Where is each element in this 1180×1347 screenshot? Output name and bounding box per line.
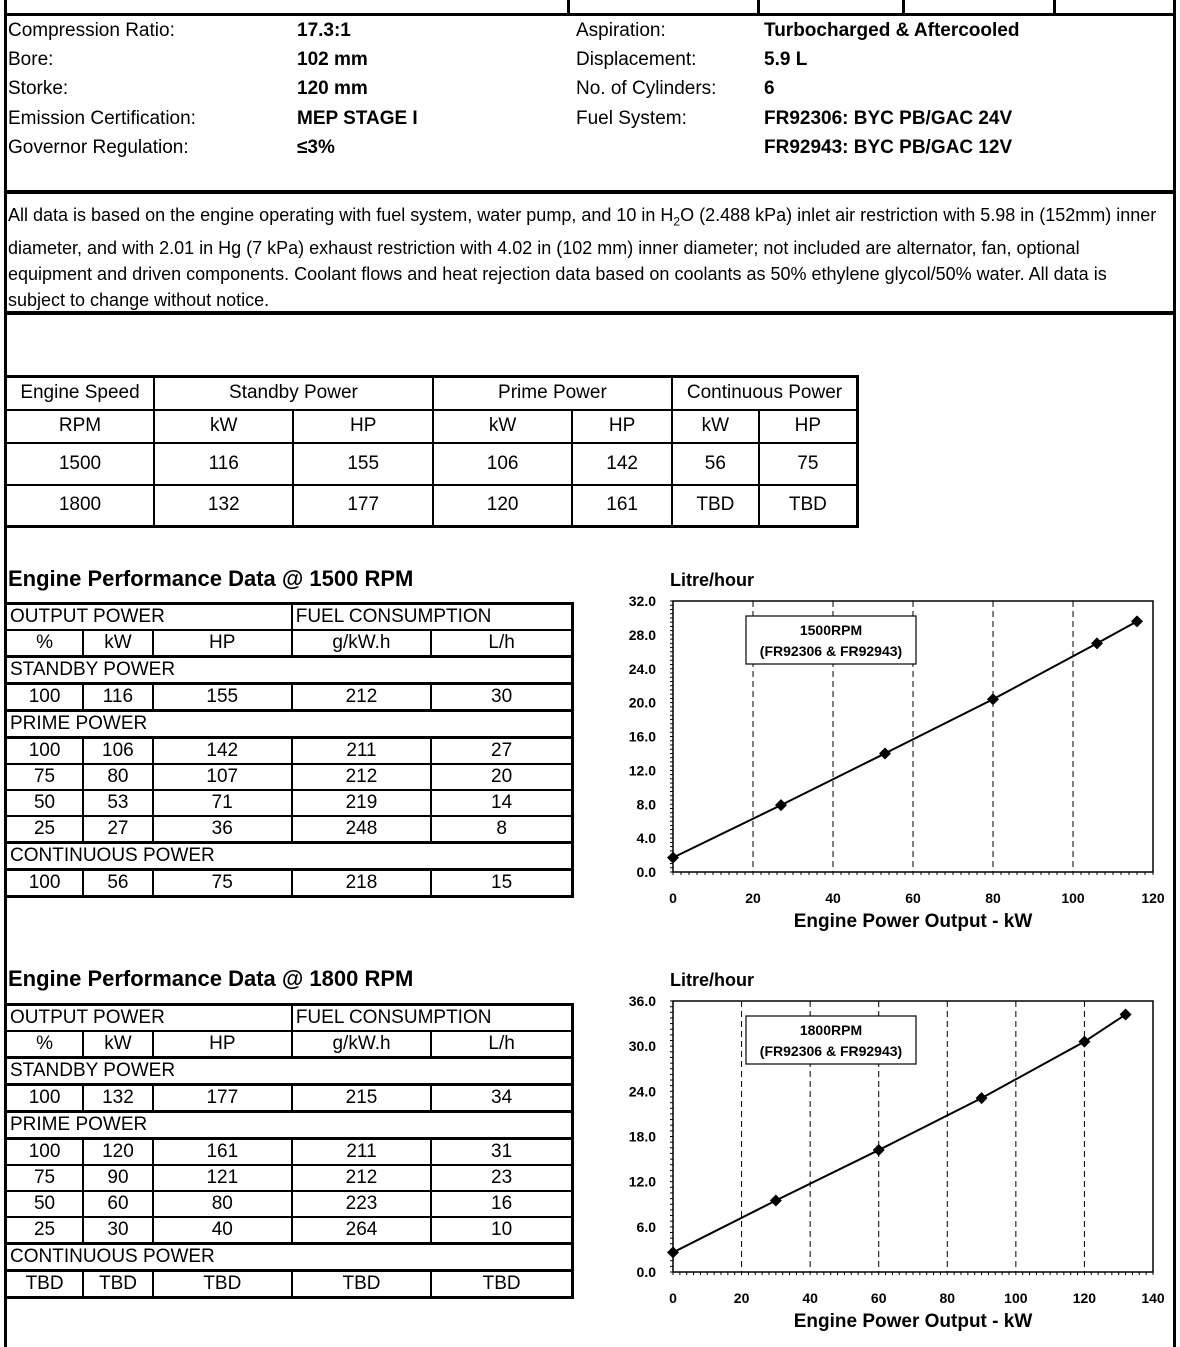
table-cell: 15 <box>431 870 572 897</box>
table-cell: 100 <box>6 738 84 765</box>
cylinders-label: No. of Cylinders: <box>576 78 717 99</box>
table-row <box>6 485 858 527</box>
table-cell: 121 <box>153 1165 292 1191</box>
perf-1800-heading: Engine Performance Data @ 1800 RPM <box>8 966 414 991</box>
table-cell: 8 <box>431 816 572 843</box>
table-cell: 116 <box>83 684 153 711</box>
header-continuous-power: Continuous Power <box>672 377 858 410</box>
y-axis-label: Litre/hour <box>670 970 754 990</box>
y-tick-label: 16.0 <box>628 728 656 745</box>
table-cell: 23 <box>431 1165 572 1191</box>
table-row <box>6 443 858 485</box>
subheader-cell: HP <box>153 630 292 657</box>
power-rating-table <box>4 375 859 528</box>
top-rule <box>4 13 1176 16</box>
x-axis-label: Engine Power Output - kW <box>793 911 1033 932</box>
x-tick-label: 120 <box>1141 890 1165 906</box>
data-point <box>987 693 999 705</box>
subheader-cell: L/h <box>431 630 572 657</box>
prime-power-label: PRIME POWER <box>6 711 573 738</box>
x-axis-label: Engine Power Output - kW <box>793 1311 1033 1332</box>
table-cell: 106 <box>83 738 153 765</box>
data-note <box>8 202 1168 313</box>
table-row <box>6 870 573 897</box>
fuel-system-label: Fuel System: <box>576 108 687 129</box>
table-cell: TBD <box>431 1271 572 1298</box>
subheader-cell: HP <box>572 410 672 443</box>
table-cell: TBD <box>292 1271 431 1298</box>
table-cell: 120 <box>433 485 572 527</box>
bore-label: Bore: <box>8 49 54 70</box>
y-tick-label: 18.0 <box>628 1128 656 1145</box>
table-cell: 212 <box>292 684 431 711</box>
y-tick-label: 32.0 <box>628 593 656 609</box>
data-point <box>1078 1036 1090 1048</box>
subheader-cell: kW <box>433 410 572 443</box>
note-text-part2: O (2.488 kPa) inlet air restriction with 5.98 in (152mm) inner diameter, and with 2.01 in Hg (7 kPa) exhaust restriction with 4.02 in (102 mm) inner diameter; not included are alternator, fan, optional equipment and driven components. Coolant flows and heat rejection data based on coolants as 50% ethylene glycol/50% water. All data is subject to change without notice. <box>8 205 1157 310</box>
table-cell: 34 <box>431 1085 572 1112</box>
stroke-value: 120 mm <box>297 78 368 99</box>
data-point <box>1091 637 1103 649</box>
table-cell: 107 <box>153 764 292 790</box>
table-cell: 71 <box>153 790 292 816</box>
note-text-part1: All data is based on the engine operating with fuel system, water pump, and 10 in H <box>8 205 674 225</box>
table-cell: 75 <box>6 764 84 790</box>
compression-ratio-value: 17.3:1 <box>297 20 351 41</box>
table-row <box>6 1165 573 1191</box>
data-point <box>770 1194 782 1206</box>
table-cell: 212 <box>292 764 431 790</box>
table-cell: 100 <box>6 684 84 711</box>
legend-title: 1500RPM <box>799 622 863 638</box>
data-point <box>667 852 679 864</box>
standby-power-label: STANDBY POWER <box>6 1058 573 1085</box>
displacement-label: Displacement: <box>576 49 697 70</box>
standby-power-label: STANDBY POWER <box>6 657 573 684</box>
displacement-value: 5.9 L <box>764 49 808 70</box>
subheader-cell: g/kW.h <box>292 1031 431 1058</box>
table-cell: 31 <box>431 1139 572 1166</box>
table-cell: 56 <box>83 870 153 897</box>
legend-subtitle: (FR92306 & FR92943) <box>759 643 903 659</box>
header-prime-power: Prime Power <box>433 377 672 410</box>
header-divider <box>902 0 905 16</box>
table-row <box>6 1085 573 1112</box>
aspiration-value: Turbocharged & Aftercooled <box>764 20 1020 41</box>
x-tick-label: 80 <box>939 1290 956 1306</box>
table-cell: 1500 <box>6 443 155 485</box>
cylinders-value: 6 <box>764 78 775 99</box>
table-row <box>6 1191 573 1217</box>
table-cell: 142 <box>153 738 292 765</box>
table-cell: TBD <box>672 485 759 527</box>
table-cell: 161 <box>153 1139 292 1166</box>
y-tick-label: 24.0 <box>628 1083 656 1100</box>
perf-1800-table <box>4 1003 574 1299</box>
fuel-chart-1800 <box>600 960 1176 1340</box>
fuel-chart-1500 <box>600 560 1176 940</box>
data-point <box>873 1144 885 1156</box>
y-tick-label: 36.0 <box>628 993 656 1009</box>
table-cell: 90 <box>83 1165 153 1191</box>
header-standby-power: Standby Power <box>154 377 433 410</box>
emission-label: Emission Certification: <box>8 108 196 129</box>
y-tick-label: 28.0 <box>628 626 656 643</box>
table-cell: 264 <box>292 1217 431 1244</box>
data-point <box>1131 615 1143 627</box>
table-cell: 106 <box>433 443 572 485</box>
header-divider <box>1053 0 1056 16</box>
header-fuel-consumption: FUEL CONSUMPTION <box>292 604 573 631</box>
table-cell: 120 <box>83 1139 153 1166</box>
table-cell: 211 <box>292 738 431 765</box>
header-engine-speed: Engine Speed <box>6 377 155 410</box>
x-tick-label: 80 <box>985 890 1001 906</box>
table-cell: TBD <box>153 1271 292 1298</box>
table-row <box>6 738 573 765</box>
subheader-cell: HP <box>153 1031 292 1058</box>
table-cell: 161 <box>572 485 672 527</box>
header-divider <box>567 0 570 16</box>
x-tick-label: 20 <box>733 1290 750 1306</box>
table-cell: 100 <box>6 870 84 897</box>
legend-title: 1800RPM <box>799 1022 863 1038</box>
table-cell: 30 <box>431 684 572 711</box>
table-cell: 25 <box>6 1217 84 1244</box>
table-row <box>6 816 573 843</box>
section-rule <box>4 190 1176 194</box>
table-cell: 53 <box>83 790 153 816</box>
table-cell: 116 <box>154 443 293 485</box>
y-axis-label: Litre/hour <box>670 570 754 590</box>
y-tick-label: 20.0 <box>628 694 656 711</box>
y-tick-label: 8.0 <box>636 796 656 813</box>
table-cell: TBD <box>83 1271 153 1298</box>
data-point <box>1120 1009 1132 1021</box>
x-tick-label: 40 <box>802 1290 818 1306</box>
table-cell: 36 <box>153 816 292 843</box>
table-cell: 14 <box>431 790 572 816</box>
x-tick-label: 140 <box>1141 1290 1165 1306</box>
header-divider <box>757 0 760 16</box>
table-cell: 40 <box>153 1217 292 1244</box>
stroke-label: Storke: <box>8 78 69 99</box>
table-cell: 155 <box>293 443 432 485</box>
subheader-cell: RPM <box>6 410 155 443</box>
governor-label: Governor Regulation: <box>8 137 189 158</box>
data-point <box>879 747 891 759</box>
x-tick-label: 120 <box>1072 1290 1097 1306</box>
subheader-cell: % <box>6 1031 84 1058</box>
x-tick-label: 60 <box>905 890 921 906</box>
compression-ratio-label: Compression Ratio: <box>8 20 175 41</box>
header-output-power: OUTPUT POWER <box>6 1005 292 1032</box>
table-cell: 80 <box>83 764 153 790</box>
x-tick-label: 100 <box>1004 1290 1028 1306</box>
perf-1500-heading: Engine Performance Data @ 1500 RPM <box>8 566 414 591</box>
x-tick-label: 60 <box>870 1290 887 1306</box>
table-row <box>6 1271 573 1298</box>
table-cell: 177 <box>153 1085 292 1112</box>
emission-value: MEP STAGE I <box>297 108 418 129</box>
prime-power-label: PRIME POWER <box>6 1112 573 1139</box>
y-tick-label: 4.0 <box>636 830 656 847</box>
table-cell: TBD <box>759 485 858 527</box>
table-row <box>6 1217 573 1244</box>
table-cell: 60 <box>83 1191 153 1217</box>
table-cell: 25 <box>6 816 84 843</box>
table-cell: 27 <box>431 738 572 765</box>
subheader-cell: g/kW.h <box>292 630 431 657</box>
section-rule <box>4 311 1176 315</box>
note-subscript: 2 <box>673 214 681 229</box>
table-cell: 100 <box>6 1085 84 1112</box>
governor-value: ≤3% <box>297 137 335 158</box>
subheader-cell: kW <box>154 410 293 443</box>
table-cell: 248 <box>292 816 431 843</box>
table-cell: 75 <box>153 870 292 897</box>
data-point <box>667 1246 679 1258</box>
fuel-system-value-2: FR92943: BYC PB/GAC 12V <box>764 137 1013 158</box>
y-tick-label: 24.0 <box>628 660 656 677</box>
header-fuel-consumption: FUEL CONSUMPTION <box>292 1005 573 1032</box>
continuous-power-label: CONTINUOUS POWER <box>6 843 573 870</box>
x-tick-label: 100 <box>1061 890 1085 906</box>
table-cell: 132 <box>83 1085 153 1112</box>
table-cell: 1800 <box>6 485 155 527</box>
table-row <box>6 684 573 711</box>
table-cell: 50 <box>6 790 84 816</box>
data-point <box>775 799 787 811</box>
subheader-cell: % <box>6 630 84 657</box>
table-cell: 142 <box>572 443 672 485</box>
table-cell: 223 <box>292 1191 431 1217</box>
subheader-cell: kW <box>672 410 759 443</box>
subheader-cell: HP <box>293 410 432 443</box>
table-cell: 177 <box>293 485 432 527</box>
legend-subtitle: (FR92306 & FR92943) <box>759 1043 903 1059</box>
subheader-cell: kW <box>83 1031 153 1058</box>
table-cell: 80 <box>153 1191 292 1217</box>
data-point <box>976 1092 988 1104</box>
table-cell: 212 <box>292 1165 431 1191</box>
header-output-power: OUTPUT POWER <box>6 604 292 631</box>
aspiration-label: Aspiration: <box>576 20 666 41</box>
continuous-power-label: CONTINUOUS POWER <box>6 1244 573 1271</box>
bore-value: 102 mm <box>297 49 368 70</box>
table-cell: 27 <box>83 816 153 843</box>
table-cell: 50 <box>6 1191 84 1217</box>
table-cell: 211 <box>292 1139 431 1166</box>
x-tick-label: 40 <box>825 890 841 906</box>
table-cell: 132 <box>154 485 293 527</box>
table-cell: 56 <box>672 443 759 485</box>
perf-1500-table <box>4 602 574 898</box>
y-tick-label: 6.0 <box>636 1218 656 1235</box>
y-tick-label: 12.0 <box>628 1173 656 1190</box>
x-tick-label: 20 <box>745 890 761 906</box>
y-tick-label: 30.0 <box>628 1038 656 1055</box>
table-row <box>6 790 573 816</box>
table-cell: 219 <box>292 790 431 816</box>
table-cell: 10 <box>431 1217 572 1244</box>
table-cell: 20 <box>431 764 572 790</box>
y-tick-label: 0.0 <box>636 1264 656 1280</box>
table-cell: 218 <box>292 870 431 897</box>
table-cell: 100 <box>6 1139 84 1166</box>
table-cell: TBD <box>6 1271 84 1298</box>
subheader-cell: kW <box>83 630 153 657</box>
table-cell: 75 <box>6 1165 84 1191</box>
table-cell: 155 <box>153 684 292 711</box>
x-tick-label: 0 <box>669 890 677 906</box>
y-tick-label: 0.0 <box>636 864 656 880</box>
table-cell: 215 <box>292 1085 431 1112</box>
table-row <box>6 764 573 790</box>
table-row <box>6 1139 573 1166</box>
y-tick-label: 12.0 <box>628 762 656 779</box>
table-cell: 75 <box>759 443 858 485</box>
subheader-cell: L/h <box>431 1031 572 1058</box>
table-cell: 30 <box>83 1217 153 1244</box>
fuel-system-value-1: FR92306: BYC PB/GAC 24V <box>764 108 1013 129</box>
x-tick-label: 0 <box>669 1290 677 1306</box>
subheader-cell: HP <box>759 410 858 443</box>
table-cell: 16 <box>431 1191 572 1217</box>
